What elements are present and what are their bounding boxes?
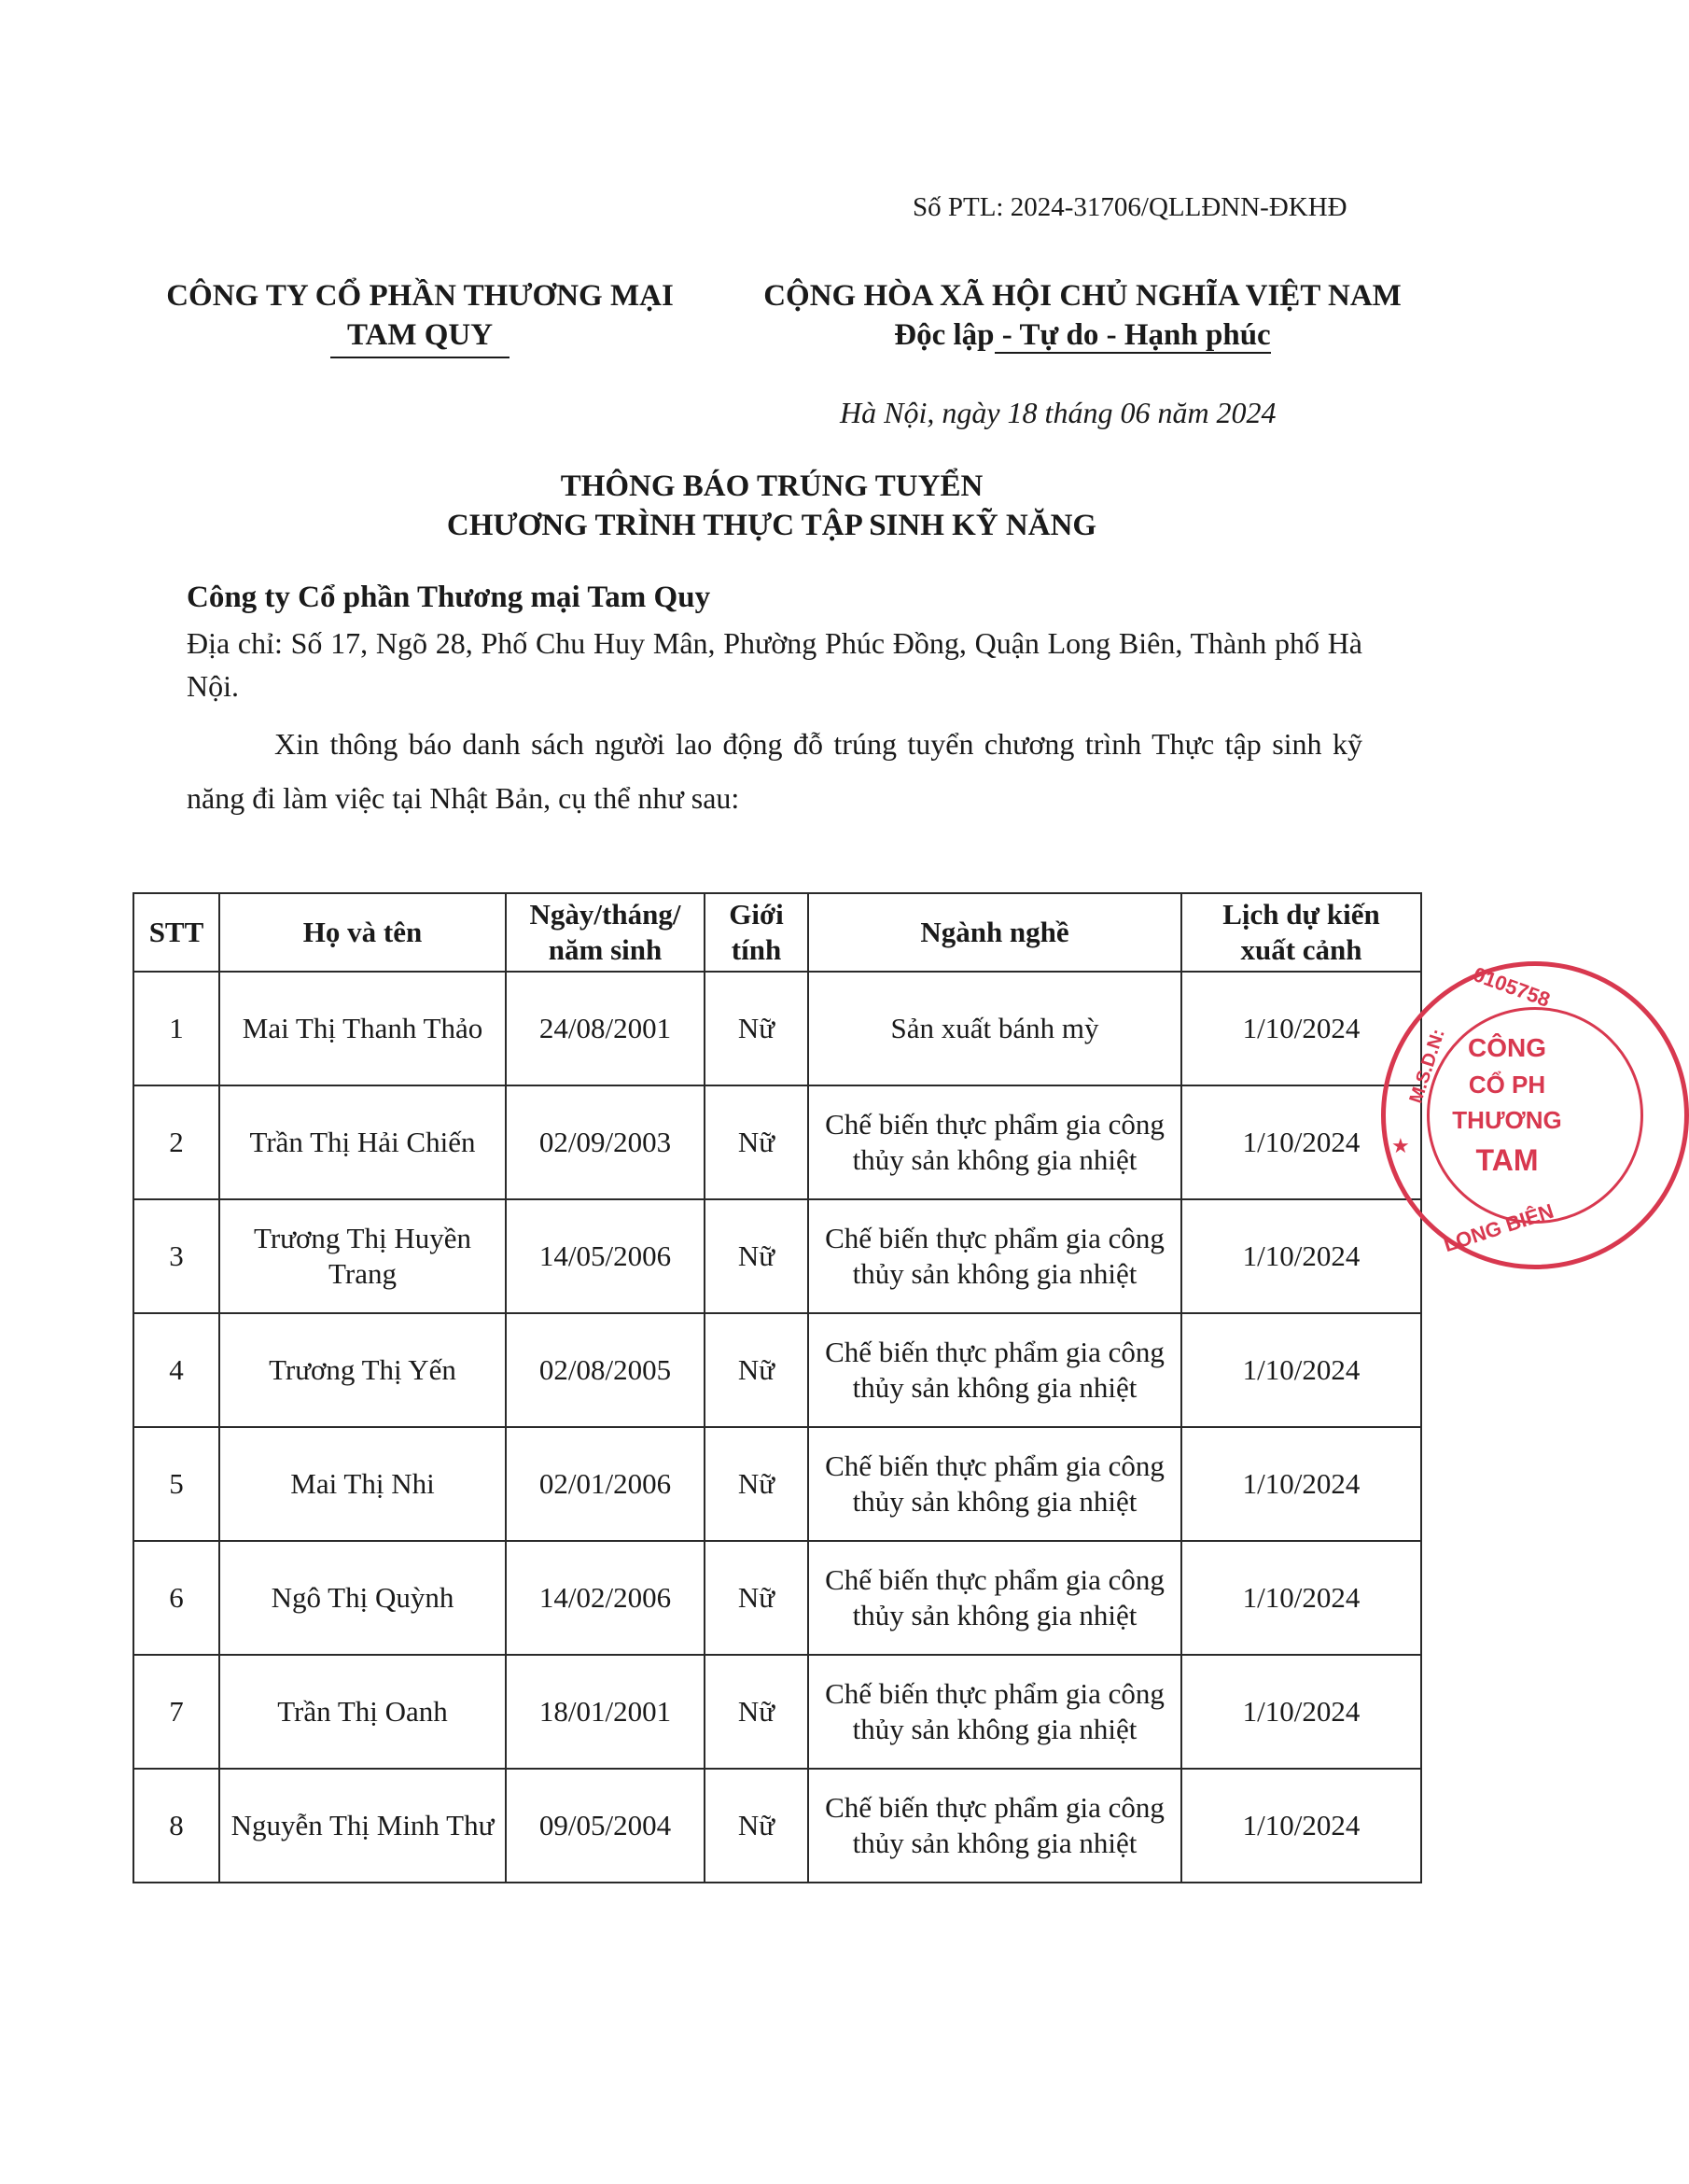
cell-name: Trương Thị Huyền Trang (219, 1199, 506, 1313)
table-row (133, 1313, 1421, 1427)
cell-occupation: Chế biến thực phẩm gia công thủy sản không gia nhiệt (808, 1085, 1181, 1199)
motto-separator-1: - (994, 318, 1020, 352)
seal-code: 0105758 (1470, 962, 1554, 1012)
document-title (187, 467, 1357, 545)
cell-name: Trần Thị Oanh (219, 1655, 506, 1769)
cell-name: Ngô Thị Quỳnh (219, 1541, 506, 1655)
cell-stt: 7 (133, 1655, 219, 1769)
cell-dob: 02/09/2003 (506, 1085, 705, 1199)
seal-line4: TAM (1475, 1143, 1539, 1177)
header-departure: Lịch dự kiến xuất cảnh (1181, 893, 1421, 972)
company-header-line1: CÔNG TY CỔ PHẦN THƯƠNG MẠI (166, 279, 674, 313)
motto-part-2: Tự do (1019, 318, 1099, 352)
table-row (133, 1427, 1421, 1541)
cell-occupation: Chế biến thực phẩm gia công thủy sản không gia nhiệt (808, 1313, 1181, 1427)
cell-gender: Nữ (705, 1085, 808, 1199)
table-row (133, 1541, 1421, 1655)
cell-dob: 18/01/2001 (506, 1655, 705, 1769)
company-header (140, 276, 700, 358)
cell-occupation: Chế biến thực phẩm gia công thủy sản không gia nhiệt (808, 1199, 1181, 1313)
header-dob: Ngày/tháng/ năm sinh (506, 893, 705, 972)
cell-gender: Nữ (705, 1427, 808, 1541)
intro-paragraph: Xin thông báo danh sách người lao động đỗ trúng tuyển chương trình Thực tập sinh kỹ năng đi làm việc tại Nhật Bản, cụ thể như sau: (187, 727, 1362, 815)
cell-name: Trương Thị Yến (219, 1313, 506, 1427)
cell-departure: 1/10/2024 (1181, 1769, 1421, 1883)
table-row (133, 1655, 1421, 1769)
table-header-row (133, 893, 1421, 972)
seal-line1: CÔNG (1468, 1033, 1546, 1062)
title-line1: THÔNG BÁO TRÚNG TUYỂN (560, 469, 984, 503)
header-gender: Giới tính (705, 893, 808, 972)
cell-name: Nguyễn Thị Minh Thư (219, 1769, 506, 1883)
cell-departure: 1/10/2024 (1181, 1655, 1421, 1769)
cell-gender: Nữ (705, 1541, 808, 1655)
table-row (133, 1199, 1421, 1313)
cell-gender: Nữ (705, 1199, 808, 1313)
header-occupation: Ngành nghề (808, 893, 1181, 972)
cell-stt: 8 (133, 1769, 219, 1883)
cell-occupation: Chế biến thực phẩm gia công thủy sản không gia nhiệt (808, 1655, 1181, 1769)
cell-stt: 2 (133, 1085, 219, 1199)
cell-occupation: Chế biến thực phẩm gia công thủy sản không gia nhiệt (808, 1427, 1181, 1541)
cell-dob: 24/08/2001 (506, 972, 705, 1085)
seal-line3: THƯƠNG (1452, 1106, 1562, 1134)
company-name: Công ty Cổ phần Thương mại Tam Quy (187, 581, 711, 614)
header-stt: STT (133, 893, 219, 972)
table-row (133, 1769, 1421, 1883)
cell-departure: 1/10/2024 (1181, 1085, 1421, 1199)
cell-gender: Nữ (705, 1769, 808, 1883)
cell-stt: 5 (133, 1427, 219, 1541)
reference-number: Số PTL: 2024-31706/QLLĐNN-ĐKHĐ (913, 192, 1347, 222)
cell-occupation: Chế biến thực phẩm gia công thủy sản không gia nhiệt (808, 1541, 1181, 1655)
cell-departure: 1/10/2024 (1181, 1427, 1421, 1541)
national-motto (719, 315, 1446, 355)
cell-dob: 14/05/2006 (506, 1199, 705, 1313)
company-address: Địa chỉ: Số 17, Ngõ 28, Phố Chu Huy Mân, Phường Phúc Đồng, Quận Long Biên, Thành phố Hà Nội. (187, 626, 1362, 703)
cell-dob: 02/08/2005 (506, 1313, 705, 1427)
cell-departure: 1/10/2024 (1181, 1541, 1421, 1655)
cell-name: Mai Thị Thanh Thảo (219, 972, 506, 1085)
cell-departure: 1/10/2024 (1181, 972, 1421, 1085)
cell-name: Trần Thị Hải Chiến (219, 1085, 506, 1199)
cell-dob: 02/01/2006 (506, 1427, 705, 1541)
cell-gender: Nữ (705, 1313, 808, 1427)
cell-departure: 1/10/2024 (1181, 1313, 1421, 1427)
cell-occupation: Chế biến thực phẩm gia công thủy sản không gia nhiệt (808, 1769, 1181, 1883)
title-line2: CHƯƠNG TRÌNH THỰC TẬP SINH KỸ NĂNG (446, 509, 1097, 542)
motto-part-1: Độc lập (894, 318, 995, 352)
motto-separator-2: - (1098, 318, 1124, 352)
cell-name: Mai Thị Nhi (219, 1427, 506, 1541)
cell-stt: 1 (133, 972, 219, 1085)
cell-gender: Nữ (705, 972, 808, 1085)
motto-part-3: Hạnh phúc (1124, 318, 1271, 352)
table-row (133, 1085, 1421, 1199)
cell-departure: 1/10/2024 (1181, 1199, 1421, 1313)
cell-dob: 09/05/2004 (506, 1769, 705, 1883)
cell-dob: 14/02/2006 (506, 1541, 705, 1655)
seal-line2: CỔ PH (1468, 1071, 1546, 1099)
seal-code-prefix: M.S.D.N: (1405, 1026, 1449, 1106)
cell-gender: Nữ (705, 1655, 808, 1769)
cell-occupation: Sản xuất bánh mỳ (808, 972, 1181, 1085)
seal-star-icon: ★ (1391, 1134, 1410, 1157)
cell-stt: 4 (133, 1313, 219, 1427)
date-line: Hà Nội, ngày 18 tháng 06 năm 2024 (840, 396, 1277, 429)
company-seal (1381, 961, 1689, 1269)
country-header-line1: CỘNG HÒA XÃ HỘI CHỦ NGHĨA VIỆT NAM (763, 279, 1402, 313)
table-row (133, 972, 1421, 1085)
country-header (719, 276, 1446, 355)
header-name: Họ và tên (219, 893, 506, 972)
cell-stt: 3 (133, 1199, 219, 1313)
cell-stt: 6 (133, 1541, 219, 1655)
company-header-line2: TAM QUY (330, 315, 509, 358)
seal-bottom-text: LONG BIÊN (1440, 1198, 1556, 1257)
candidate-table (133, 892, 1422, 1883)
